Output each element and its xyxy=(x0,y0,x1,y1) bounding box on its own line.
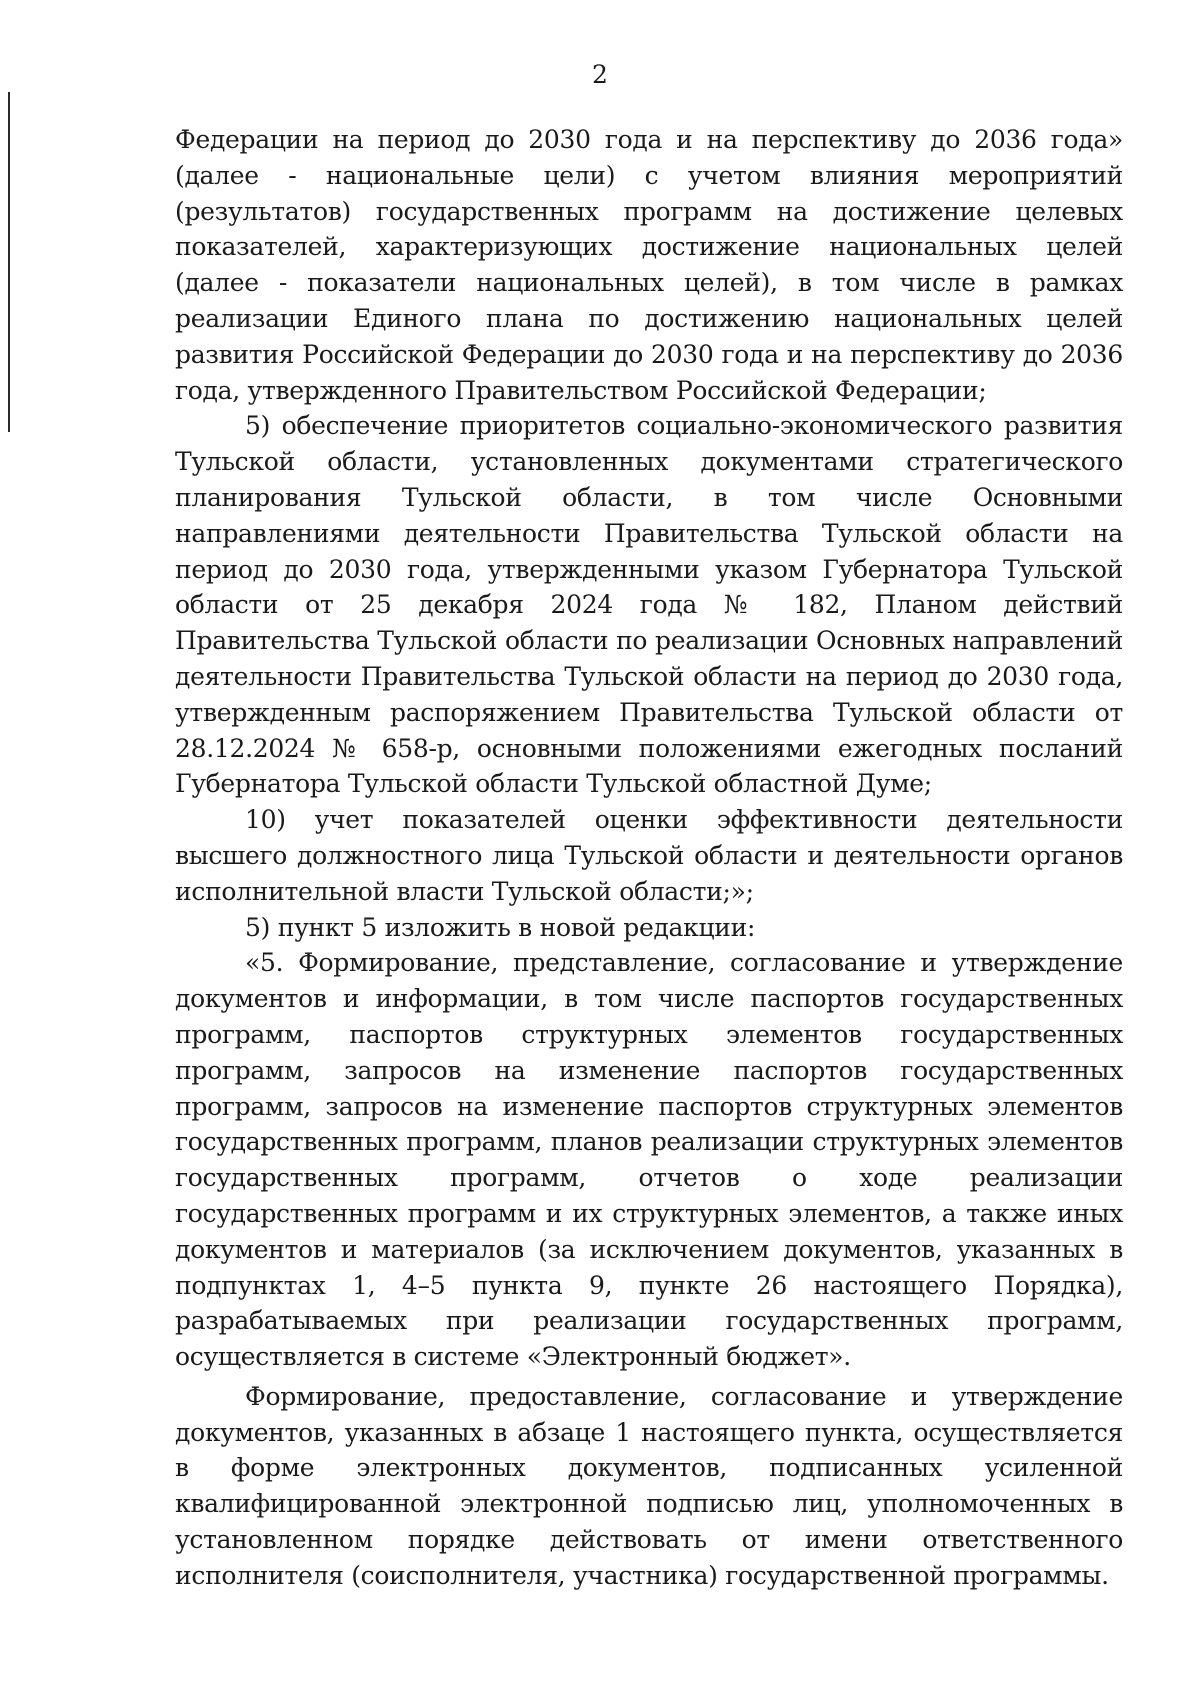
scan-margin-line xyxy=(8,92,10,432)
paragraph-item-10-indicators: 10) учет показателей оценки эффективности деятельности высшего должностного лица Тульской области и деятельности органов исполнительной власти Тульской области;»; xyxy=(175,805,1123,906)
paragraph-national-goals: Федерации на период до 2030 года и на перспективу до 2036 года» (далее - национальные цели) с учетом влияния мероприятий (результатов) государственных программ на достижение целевых показателей, характеризующих достижение национальных целей (далее - показатели национальных целей), в том числе в рамках реализации Единого плана по достижению национальных целей развития Российской Федерации до 2030 года и на перспективу до 2036 года, утвержденного Правительством Российской Федерации; xyxy=(175,125,1123,405)
paragraph-electronic-documents: Формирование, предоставление, согласование и утверждение документов, указанных в абзаце 1 настоящего пункта, осуществляется в форме электронных документов, подписанных усиленной квалифицированной электронной подписью лиц, уполномоченных в установленном порядке действовать от имени ответственного исполнителя (соисполнителя, участника) государственной программы. xyxy=(175,1381,1123,1590)
paragraph-amend-point-5: 5) пункт 5 изложить в новой редакции: xyxy=(245,912,756,942)
paragraph-item-5-priorities: 5) обеспечение приоритетов социально-экономического развития Тульской области, установленных документами стратегического планирования Тульской области, в том числе Основными направлениями деятельности Правительства Тульской области на период до 2030 года, утвержденными указом Губернатора Тульской области от 25 декабря 2024 года № 182, Планом действий Правительства Тульской области по реализации Основных направлений деятельности Правительства Тульской области на период до 2030 года, утвержденным распоряжением Правительства Тульской области от 28.12.2024 № 658-р, основными положениями ежегодных посланий Губернатора Тульской области Тульской областной Думе; xyxy=(175,411,1123,799)
paragraph-point-5-text: «5. Формирование, представление, согласование и утверждение документов и информации, в том числе паспортов государственных программ, паспортов структурных элементов государственных программ, запросов на изменение паспортов государственных программ, запросов на изменение паспортов структурных элементов государственных программ, планов реализации структурных элементов государственных программ, отчетов о ходе реализации государственных программ и их структурных элементов, а также иных документов и материалов (за исключением документов, указанных в подпунктах 1, 4–5 пункта 9, пункте 26 настоящего Порядка), разрабатываемых при реализации государственных программ, осуществляется в системе «Электронный бюджет». xyxy=(175,948,1123,1372)
document-body xyxy=(175,122,1123,1594)
page-number: 2 xyxy=(592,60,608,89)
